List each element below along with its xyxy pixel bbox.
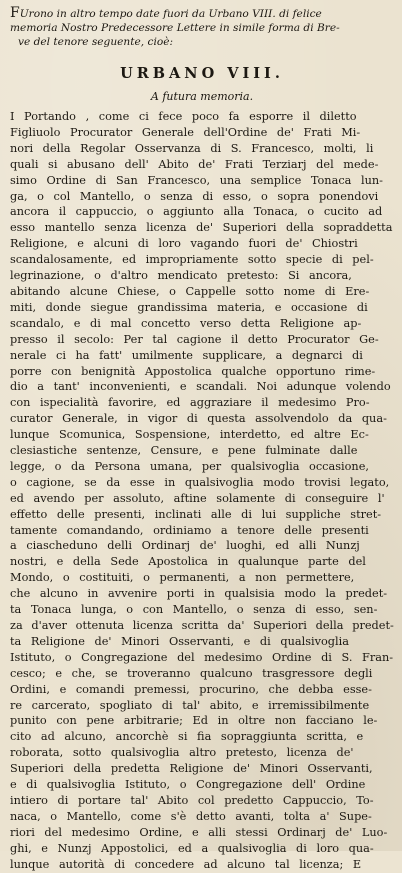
- body-line: miti, donde siegue grandissima materia, e occasione di: [10, 300, 368, 314]
- body-line: curator Generale, in vigor di questa assolvendolo da qua-: [10, 412, 387, 426]
- intro-paragraph: [10, 6, 394, 49]
- body-line: o cagione, se da esse in qualsivoglia modo trovisi legato,: [10, 475, 390, 489]
- body-line: a ciascheduno delli Ordinarj de' luoghi, ed alli Nunzj: [10, 539, 360, 553]
- body-line: ed avendo per assoluto, aftine solamente di conseguire l': [10, 491, 385, 505]
- body-line: con ispecialità favorire, ed aggraziare il medesimo Pro-: [10, 396, 370, 410]
- body-line: clesiastiche sentenze, Censure, e pene fulminate dalle: [10, 444, 358, 458]
- body-line: intiero di portare tal' Abito col predetto Cappuccio, To-: [10, 793, 374, 807]
- body-line: nostri, e della Sede Apostolica in qualunque parte del: [10, 555, 366, 569]
- body-line: naca, o Mantello, come s'è detto avanti, tolta a' Supe-: [10, 809, 372, 823]
- body-line: legrinazione, o d'altro mendicato pretesto: Si ancora,: [10, 269, 352, 283]
- body-line: tamente comandando, ordiniamo a tenore delle presenti: [10, 523, 369, 537]
- body-line: cito ad alcuno, ancorchè si fia sopraggiunta scritta, e: [10, 730, 364, 744]
- body-line: Ordini, e comandi premessi, procurino, che debba esse-: [10, 682, 372, 696]
- body-line: roborata, sotto qualsivoglia altro pretesto, licenza de': [10, 746, 354, 760]
- document-subtitle: A futura memoria.: [150, 90, 254, 103]
- body-text: [10, 109, 394, 873]
- body-line: e di qualsivoglia Istituto, o Congregazione dell' Ordine: [10, 778, 366, 792]
- body-line: porre con benignità Appostolica qualche opportuno rime-: [10, 364, 376, 378]
- body-line: ancora il cappuccio, o aggiunto alla Tonaca, o cucito ad: [10, 205, 383, 219]
- body-line: abitando alcune Chiese, o Cappelle sotto nome di Ere-: [10, 284, 370, 298]
- body-line: esso mantello senza licenza de' Superiori della sopraddetta: [10, 221, 393, 235]
- body-line: scandalosamente, ed impropriamente sotto specie di pel-: [10, 253, 374, 267]
- drop-cap: F: [10, 5, 20, 21]
- document-title: URBANO VIII.: [120, 65, 284, 82]
- body-line: punito con pene arbitrarie; Ed in oltre non facciano le-: [10, 714, 378, 728]
- body-line: ga, o col Mantello, o senza di esso, o sopra ponendovi: [10, 189, 379, 203]
- intro-line: ve del tenore seguente, cioè:: [18, 36, 174, 48]
- body-line: legge, o da Persona umana, per qualsivoglia occasione,: [10, 459, 369, 473]
- body-line: effetto delle presenti, inclinati alle di lui suppliche stret-: [10, 507, 382, 521]
- body-line: riori del medesimo Ordine, e alli stessi Ordinarj de' Luo-: [10, 825, 388, 839]
- body-line: scandalo, e di mal concetto verso detta Religione ap-: [10, 316, 362, 330]
- body-line: za d'aver ottenuta licenza scritta da' Superiori della predet-: [10, 619, 394, 632]
- body-line: Religione, e alcuni di loro vagando fuori de' Chiostri: [10, 237, 358, 251]
- body-line: Figliuolo Procurator Generale dell'Ordine de' Frati Mi-: [10, 125, 361, 139]
- body-line: lunque autorità di concedere ad alcuno tal licenza; E: [10, 857, 362, 871]
- body-line: quali si abusano dell' Abito de' Frati Terziarj del mede-: [10, 157, 379, 171]
- body-line: Mondo, o costituiti, o permanenti, a non permettere,: [10, 571, 355, 585]
- body-line: nori della Regolar Osservanza di S. Francesco, molti, li: [10, 141, 374, 155]
- body-line: dio a tant' inconvenienti, e scandali. Noi adunque volendo: [10, 380, 391, 394]
- body-line: nerale ci ha fatt' umilmente supplicare, a degnarci di: [10, 348, 363, 362]
- body-line: ta Religione de' Minori Osservanti, e di qualsivoglia: [10, 634, 349, 648]
- body-line: presso il secolo: Per tal cagione il detto Procurator Ge-: [10, 332, 379, 346]
- body-line: Superiori della predetta Religione de' Minori Osservanti,: [10, 762, 373, 776]
- intro-line: FUrono in altro tempo date fuori da Urbano VIII. di felice: [10, 5, 322, 21]
- body-line: cesco; e che, se troveranno qualcuno trasgressore degli: [10, 666, 373, 680]
- body-line: che alcuno in avvenire porti in qualsisia modo la predet-: [10, 587, 388, 601]
- body-line: ta Tonaca lunga, o con Mantello, o senza di esso, sen-: [10, 603, 378, 617]
- body-line: simo Ordine di San Francesco, una semplice Tonaca lun-: [10, 173, 383, 187]
- body-line: lunque Scomunica, Sospensione, interdetto, ed altre Ec-: [10, 428, 369, 442]
- body-line: re carcerato, spogliato di tal' abito, e irremissibilmente: [10, 698, 370, 712]
- body-line: I Portando , come ci fece poco fa esporre il diletto: [10, 110, 357, 123]
- intro-line: memoria Nostro Predecessore Lettere in simile forma di Bre-: [10, 22, 340, 34]
- body-line: Istituto, o Congregazione del medesimo Ordine di S. Fran-: [10, 650, 394, 664]
- body-line: ghi, e Nunzj Appostolici, ed a qualsivoglia di loro qua-: [10, 841, 374, 855]
